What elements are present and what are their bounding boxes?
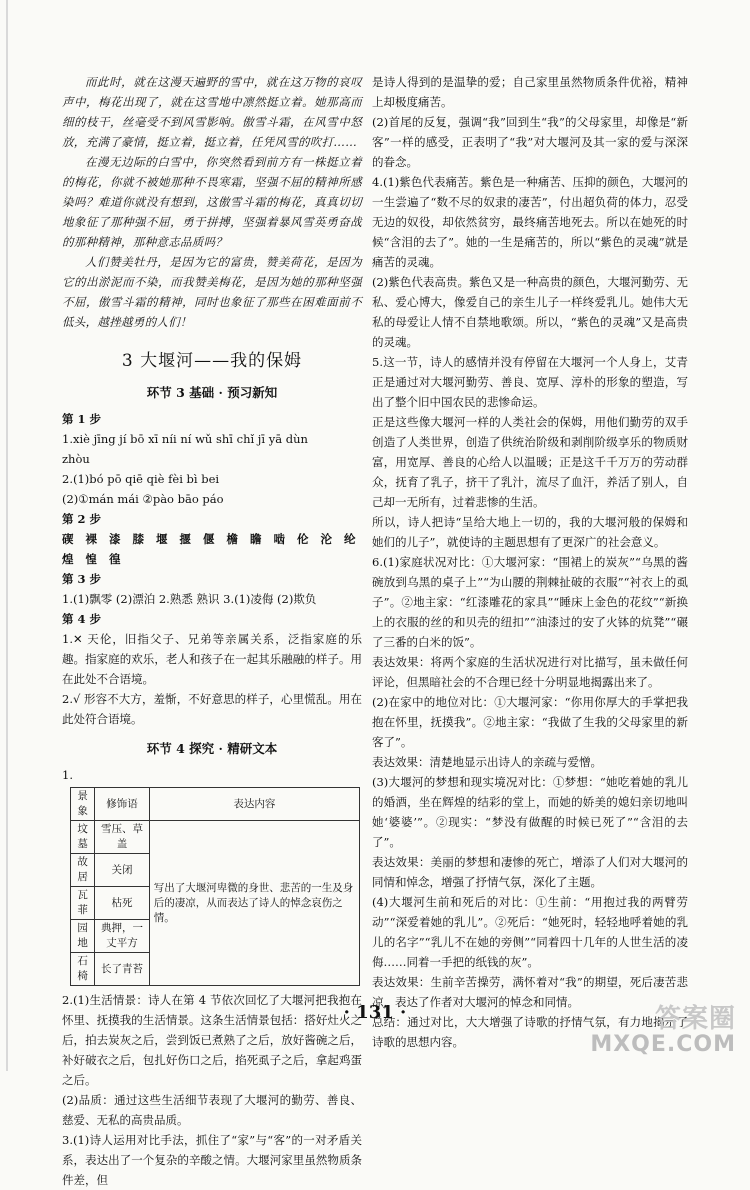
table-cell: 故居 — [71, 854, 95, 887]
answer-paragraph: 表达效果：美丽的梦想和凄惨的死亡，增添了人们对大堰河的同情和悼念，增强了抒情气氛，深化了主题。 — [372, 855, 688, 889]
section-4-heading: 环节 4 探究 · 精研文本 — [146, 741, 278, 756]
step-2-chars: 煌 惶 徨 — [62, 552, 125, 566]
watermark-logo — [590, 1006, 736, 1058]
table-cell: 关闭 — [95, 854, 149, 887]
essay-paragraph-1: 而此时，就在这漫天遍野的雪中，就在这万物的哀叹声中，梅花出现了，就在这雪地中凛然挺立着。她那高而细的枝干，丝毫受不到风雪影响。傲雪斗霜，在风雪中怒放，充满了豪情，挺立着，挺立着，任凭风雪的吹打…… — [62, 75, 362, 149]
page-number: · 131 · — [343, 1002, 407, 1023]
step-1-line: (2)①mán mái ②pào bāo páo — [62, 492, 224, 506]
answer-paragraph: (2)在家中的地位对比：①大堰河家：“你用你厚大的手掌把我抱在怀里，抚摸我”。②地主家：“我做了生我的父母家里的新客了”。 — [372, 695, 688, 749]
answer-paragraph: 所以，诗人把诗“呈给大地上一切的，我的大堰河般的保姆和她们的儿子”，就使诗的主题思想有了更深广的社会意义。 — [372, 515, 688, 549]
right-column — [372, 72, 688, 1052]
table-cell: 长了青苔 — [95, 953, 149, 986]
answer-paragraph: 表达效果：清楚地显示出诗人的亲疏与爱憎。 — [372, 755, 602, 769]
answer-paragraph: 正是这些像大堰河一样的人类社会的保姆，用他们勤劳的双手创造了人类世界，创造了供统治阶级和剥削阶级享乐的物质财富，用宽厚、善良的心给人以温暖；正是这千千万万的劳动群众，抚育了乳子，挤干了乳汁，流尽了血汗，养活了别人，自己却一无所有，过着悲惨的生活。 — [372, 415, 688, 509]
imagery-table — [70, 787, 360, 986]
section-3-heading: 环节 3 基础 · 预习新知 — [146, 385, 278, 400]
watermark-text-cn: 答案圈 — [654, 1004, 736, 1034]
table-merged-content-cell: 写出了大堰河卑微的身世、悲苦的一生及身后的凄凉，从而表达了诗人的悼念哀伤之情。 — [149, 821, 359, 986]
answer-paragraph: (3)大堰河的梦想和现实境况对比：①梦想：“她吃着她的乳儿的婚酒，坐在辉煌的结彩的堂上，而她的娇美的媳妇亲切地叫她‘婆婆’”。②现实：“梦没有做醒的时候已死了”“含泪的去了”。 — [372, 775, 688, 849]
answer-paragraph: 6.(1)家庭状况对比：①大堰河家：“围裙上的炭灰”“乌黑的酱碗放到乌黑的桌子上”“为山腰的荆棘扯破的衣服”“衬衣上的虱子”。②地主家：“红漆雕花的家具”“睡床上金色的花纹”“新换上的衣服的丝的和贝壳的纽扣”“油漆过的安了火钵的炕凳”“碾了三番的白米的饭”。 — [372, 555, 688, 649]
table-header: 修饰语 — [95, 788, 149, 821]
table-header: 景象 — [71, 788, 95, 821]
table-cell: 典押，一丈平方 — [95, 920, 149, 953]
step-4-answer-2: 2.√ 形容不大方，羞惭，不好意思的样子，心里慌乱。用在此处符合语境。 — [62, 692, 362, 726]
answer-paragraph: 2.(1)生活情景：诗人在第 4 节依次回忆了大堰河把我抱在怀里、抚摸我的生活情景。这条生活情景包括：搭好灶火之后，拍去炭灰之后，尝到饭已煮熟了之后，放好酱碗之后，补好破衣之后，包扎好伤口之后，掐死虱子之后，拿起鸡蛋之后。 — [62, 993, 362, 1087]
answer-paragraph: 3.(1)诗人运用对比手法，抓住了“家”与“客”的一对矛盾关系，表达出了一个复杂的辛酸之情。大堰河家里虽然物质条件差，但 — [62, 1133, 362, 1187]
table-row — [71, 821, 360, 854]
answer-paragraph: 总结：通过对比，大大增强了诗歌的抒情气氛，有力地揭示了诗歌的思想内容。 — [372, 1015, 688, 1049]
table-cell: 枯死 — [95, 887, 149, 920]
answer-paragraph: (2)首尾的反复，强调“我”回到生“我”的父母家里，却像是“新客”一样的感受，正表明了“我”对大堰河及其一家的爱与深深的眷念。 — [372, 115, 688, 169]
step-3-line: 1.(1)飘零 (2)漂泊 2.熟悉 熟识 3.(1)凌侮 (2)欺负 — [62, 592, 317, 606]
table-cell: 园地 — [71, 920, 95, 953]
step-2-label: 第 2 步 — [62, 512, 102, 526]
step-4-answer-1: 1.✕ 天伦，旧指父子、兄弟等亲属关系，泛指家庭的乐趣。指家庭的欢乐，老人和孩子在一起其乐融融的样子。用在此处不合语境。 — [62, 632, 362, 686]
table-cell: 雪压、草盖 — [95, 821, 149, 854]
step-3-label: 第 3 步 — [62, 572, 102, 586]
step-1-label: 第 1 步 — [62, 412, 102, 426]
step-1-line: 1.xiè jīng jí bō xī níi ní wǔ shī chǐ jī yā dùn — [62, 432, 308, 446]
answer-paragraph: (2)紫色代表高贵。紫色又是一种高贵的颜色，大堰河勤劳、无私、爱心博大，像爱自己的亲生儿子一样终爱乳儿。她伟大无私的母爱让人情不自禁地歌颂。所以，“紫色的灵魂”又是高贵的灵魂。 — [372, 275, 688, 349]
answer-paragraph: 4.(1)紫色代表痛苦。紫色是一种痛苦、压抑的颜色，大堰河的一生尝遍了“数不尽的奴隶的凄苦”，付出超负荷的体力，忍受无边的奴役，却依然贫穷，最终痛苦地死去。所以在她死的时候“含泪的去了”。她的一生是痛苦的，所以“紫色的灵魂”就是痛苦的灵魂。 — [372, 175, 688, 269]
answer-paragraph: (4)大堰河生前和死后的对比：①生前：“用抱过我的两臂劳动”“深爱着她的乳儿”。②死后：“她死时，轻轻地呼着她的乳儿的名字”“乳儿不在她的旁侧”“同着四十几年的人世生活的凌侮……同着一手把的纸钱的灰”。 — [372, 895, 688, 969]
table-cell: 石椅 — [71, 953, 95, 986]
answer-paragraph: 5.这一节，诗人的感情并没有停留在大堰河一个人身上，艾青正是通过对大堰河勤劳、善良、宽厚、淳朴的形象的塑造，写出了整个旧中国农民的悲惨命运。 — [372, 355, 688, 409]
table-cell: 瓦菲 — [71, 887, 95, 920]
table-cell: 坟墓 — [71, 821, 95, 854]
answer-paragraph: (2)品质：通过这些生活细节表现了大堰河的勤劳、善良、慈爱、无私的高贵品质。 — [62, 1093, 362, 1127]
step-4-label: 第 4 步 — [62, 612, 102, 626]
step-2-chars: 碶 裸 漆 膝 堰 揠 偃 檐 瞻 啮 伦 沦 纶 — [62, 532, 360, 546]
table-header: 表达内容 — [149, 788, 359, 821]
page-edge-shadow — [6, 0, 8, 1071]
answer-paragraph: 表达效果：生前辛苦操劳，满怀着对“我”的期望，死后凄苦悲凉，表达了作者对大堰河的悼念和同情。 — [372, 975, 688, 1009]
answer-paragraph: 表达效果：将两个家庭的生活状况进行对比描写，虽未做任何评论，但黑暗社会的不合理已经十分明显地揭露出来了。 — [372, 655, 688, 689]
item-1-label: 1. — [62, 768, 73, 782]
table-header-row — [71, 788, 360, 821]
answer-paragraph: 是诗人得到的是温挚的爱；自己家里虽然物质条件优裕，精神上却极度痛苦。 — [372, 75, 688, 109]
step-1-line: zhòu — [62, 452, 90, 466]
watermark-text-url: MXQE.COM — [590, 1032, 736, 1057]
chapter-title: 3 大堰河——我的保姆 — [121, 351, 303, 371]
step-1-line: 2.(1)bó pō qiē qiè fèi bì bei — [62, 472, 220, 486]
essay-paragraph-2: 在漫无边际的白雪中，你突然看到前方有一株挺立着的梅花，你就不被她那种不畏寒霜，坚强不屈的精神所感染吗？难道你就没有想到，这傲雪斗霜的梅花，真真切切地象征了那种强不屈，勇于拼搏，坚强着暴风雪英勇奋战的那种精神，那种意志品质吗？ — [62, 155, 362, 249]
essay-paragraph-3: 人们赞美牡丹，是因为它的富贵，赞美荷花，是因为它的出淤泥而不染，而我赞美梅花，是因为她的那种坚强不屈，傲雪斗霜的精神，同时也象征了那些在困难面前不低头，越挫越勇的人们！ — [62, 255, 362, 329]
